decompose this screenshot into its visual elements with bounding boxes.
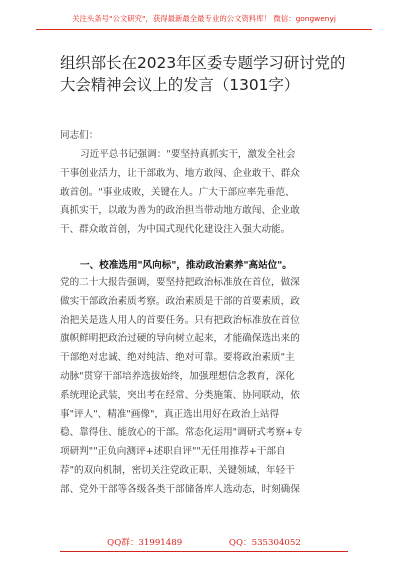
text-line: 治把关是选人用人的首要任务。只有把政治标准放在首位 bbox=[60, 314, 300, 326]
title-line: 组织部长在2023年区委专题学习研讨党的 bbox=[60, 54, 346, 72]
text-line: 干事创业活力，让干部敢为、地方敢闯、企业敢干、群众 bbox=[60, 167, 300, 179]
text-line: 习近平总书记强调："要坚持真抓实干，激发全社会 bbox=[80, 149, 296, 160]
section-heading: 一、校准选用"风向标"，推动政治素养"高站位"。 bbox=[80, 260, 292, 271]
text-line: 敢首创。"事业成败，关键在人。广大干部应率先垂范、 bbox=[60, 186, 295, 198]
text-line: 干、群众敢首创，为中国式现代化建设注入强大动能。 bbox=[60, 224, 291, 236]
text-line: 党的二十大报告强调，要坚持把政治标准放在首位，做深 bbox=[60, 277, 300, 288]
document-title bbox=[60, 52, 360, 96]
text-line: 旗帜鲜明把政治过硬的导向树立起来，才能确保选出来的 bbox=[60, 333, 300, 345]
salutation: 同志们： bbox=[60, 130, 99, 141]
text-line: 动脉"贯穿干部培养选拔始终，加强理想信念教育，深化 bbox=[60, 370, 295, 382]
paragraph-section-one bbox=[60, 274, 358, 500]
text-line: 荐"的双向机制，密切关注党政正职、关键领域、年轻干 bbox=[60, 464, 295, 476]
text-line: 稳、靠得住、能放心的干部。常态化运用"调研式考察+专 bbox=[60, 427, 303, 439]
text-line: 做实干部政治素质考察。政治素质是干部的首要素质，政 bbox=[60, 295, 300, 307]
text-line: 系统理论武装，突出考在经常、分类施策、协同联动，依 bbox=[60, 389, 300, 401]
text-line: 真抓实干，以敢为善为的政治担当带动地方敢闯、企业敢 bbox=[60, 205, 300, 217]
footer-qq-group: QQ群：31991489 bbox=[107, 538, 183, 548]
footer-contact bbox=[0, 536, 408, 548]
title-line: 大会精神会议上的发言（1301字） bbox=[60, 76, 300, 94]
text-line: 干部绝对忠诚、绝对纯洁、绝对可靠。要将政治素质"主 bbox=[60, 352, 295, 364]
text-line: 项研判""正负向测评+述职自评""无任用推荐+干部自 bbox=[60, 446, 286, 458]
header-banner: 关注头条号"公文研究"，获得最新最全最专业的公文资料库！ 微信：gongwenyj bbox=[72, 14, 336, 23]
text-line: 部、党外干部等各级各类干部储备库人选动态，时刻确保 bbox=[60, 483, 300, 495]
text-line: 事"评人"、精准"画像"，真正选出用好在政治上站得 bbox=[60, 408, 280, 420]
footer-divider bbox=[60, 551, 348, 552]
footer-qq: QQ：535304052 bbox=[228, 538, 301, 548]
paragraph-intro bbox=[60, 146, 358, 240]
header-divider bbox=[36, 29, 372, 30]
